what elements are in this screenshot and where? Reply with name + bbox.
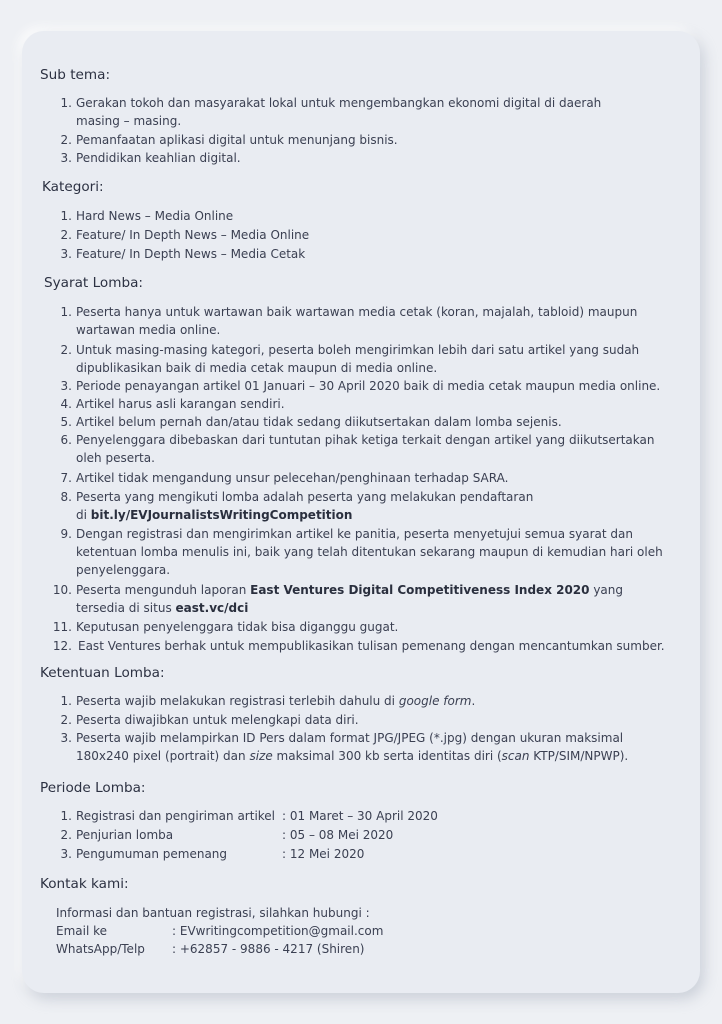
email-link[interactable]: : EVwritingcompetition@gmail.com [172, 924, 384, 938]
kategori-heading: Kategori: [42, 179, 104, 195]
kontak-heading: Kontak kami: [40, 876, 129, 892]
phone-number: : +62857 - 9886 - 4217 (Shiren) [172, 942, 365, 956]
periode-heading: Periode Lomba: [40, 780, 146, 796]
dci-link[interactable]: east.vc/dci [175, 601, 249, 615]
contact-intro: Informasi dan bantuan registrasi, silahkan hubungi : [56, 906, 370, 920]
report-title: East Ventures Digital Competitiveness Index 2020 [250, 583, 590, 597]
syarat-heading: Syarat Lomba: [44, 275, 144, 291]
ketentuan-heading: Ketentuan Lomba: [40, 665, 165, 681]
document-card: Sub tema: 1. Gerakan tokoh dan masyarakat lokal untuk mengembangkan ekonomi digital di daerah masing – masing. 2. Pemanfaatan aplikasi digital untuk menunjang bisnis. 3. Pendidikan keahlian digital. Kategori: 1. Hard News – Media Online 2. Feature/ In Depth News – Media Online 3. Feature/ In Depth News – Media Cetak Syarat Lomba: 1. Peserta hanya untuk wartawan baik wartawan media cetak (koran, majalah, tabloid) maupun wartawan media online. 2. Untuk masing-masing kategori, peserta boleh mengirimkan lebih dari satu artikel yang sudah dipublikasikan baik di media cetak maupun di media online. 3. Periode penayangan artikel 01 Januari – 30 April 2020 baik di media cetak maupun media online. 4. Artikel harus asli karangan sendiri. 5. Artikel belum pernah dan/atau tidak sedang diikutsertakan dalam lomba sejenis. 6. Penyelenggara dibebaskan dari tuntutan pihak ketiga terkait dengan artikel yang diikutsertakan oleh peserta. 7. Artikel tidak mengandung unsur pelecehan/penghinaan terhadap SARA. 8. Peserta yang mengikuti lomba adalah peserta yang melakukan pendaftaran di bit.ly/EVJournalistsWritingCompetition 9. Dengan registrasi dan mengirimkan artikel ke panitia, peserta menyetujui semua syarat dan ketentuan lomba menulis ini, baik yang telah ditentukan sekarang maupun di kemudian hari oleh penyelenggara. 10. Peserta mengunduh laporan East Ventures Digital Competitiveness Index 2020 yang tersedia di situs east.vc/dci 11. Keputusan penyelenggara tidak bisa diganggu gugat. 12. East Ventures berhak untuk mempublikasikan tulisan pemenang dengan mencantumkan sumber. Ketentuan Lomba: 1. Peserta wajib melakukan registrasi terlebih dahulu di google form. 2. Peserta diwajibkan untuk melengkapi data diri. 3. Peserta wajib melampirkan ID Pers dalam format JPG/JPEG (*.jpg) dengan ukuran maksimal 180x240 pixel (portrait) dan size maksimal 300 kb serta identitas diri (scan KTP/SIM/NPWP). Periode Lomba: 1. Registrasi dan pengiriman artikel : 01 Maret – 30 April 2020 2. Penjurian lomba : 05 – 08 Mei 2020 3. Pengumuman pemenang : 12 Mei 2020 Kontak kami: Informasi dan bantuan registrasi, silahkan hubungi : Email ke : EVwritingcompetition@gmail.com WhatsApp/Telp : +62857 - 9886 - 4217 (Shiren) [22, 31, 700, 993]
registration-link[interactable]: bit.ly/EVJournalistsWritingCompetition [90, 508, 353, 522]
sub-tema-heading: Sub tema: [40, 67, 111, 83]
